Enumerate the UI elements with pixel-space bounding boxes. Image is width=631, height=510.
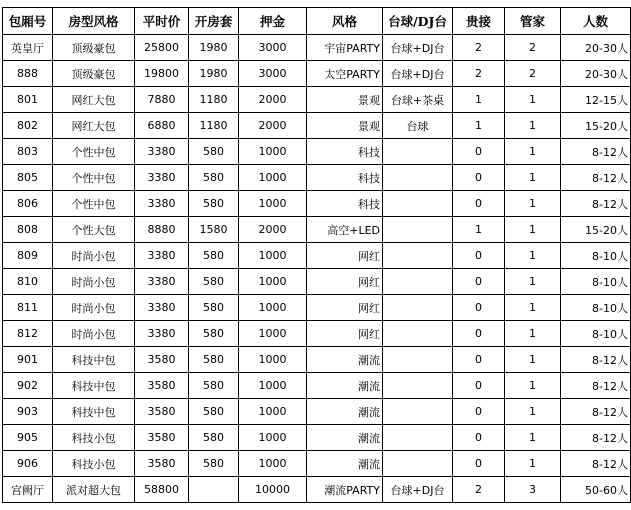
cell-deposit: 1000 bbox=[239, 373, 307, 399]
header-room-package: 开房套 bbox=[189, 8, 239, 35]
cell-billiards-dj: 台球+茶桌 bbox=[383, 87, 453, 113]
cell-room-no: 808 bbox=[3, 217, 53, 243]
cell-room-no: 811 bbox=[3, 295, 53, 321]
table-row bbox=[3, 477, 631, 503]
cell-billiards-dj bbox=[383, 347, 453, 373]
cell-room-package: 580 bbox=[189, 165, 239, 191]
cell-regular-price: 3380 bbox=[135, 295, 189, 321]
header-room-type: 房型风格 bbox=[53, 8, 135, 35]
cell-room-type: 顶级豪包 bbox=[53, 61, 135, 87]
cell-room-no: 906 bbox=[3, 451, 53, 477]
table-row bbox=[3, 217, 631, 243]
cell-style: 景观 bbox=[307, 113, 383, 139]
cell-vip-reception: 0 bbox=[453, 347, 505, 373]
cell-room-package: 580 bbox=[189, 373, 239, 399]
cell-room-package: 580 bbox=[189, 347, 239, 373]
cell-style: 潮流PARTY bbox=[307, 477, 383, 503]
cell-regular-price: 3580 bbox=[135, 425, 189, 451]
cell-capacity: 50-60人 bbox=[561, 477, 631, 503]
cell-regular-price: 3380 bbox=[135, 321, 189, 347]
cell-room-package: 1180 bbox=[189, 113, 239, 139]
cell-regular-price: 3580 bbox=[135, 373, 189, 399]
cell-capacity: 8-10人 bbox=[561, 295, 631, 321]
cell-capacity: 8-10人 bbox=[561, 269, 631, 295]
cell-style: 宇宙PARTY bbox=[307, 35, 383, 61]
cell-butler: 1 bbox=[505, 347, 561, 373]
cell-capacity: 8-12人 bbox=[561, 399, 631, 425]
cell-deposit: 1000 bbox=[239, 451, 307, 477]
cell-room-no: 810 bbox=[3, 269, 53, 295]
cell-room-type: 时尚小包 bbox=[53, 269, 135, 295]
cell-deposit: 1000 bbox=[239, 425, 307, 451]
cell-billiards-dj bbox=[383, 321, 453, 347]
cell-vip-reception: 0 bbox=[453, 243, 505, 269]
cell-butler: 1 bbox=[505, 451, 561, 477]
cell-capacity: 8-10人 bbox=[561, 321, 631, 347]
cell-billiards-dj bbox=[383, 217, 453, 243]
cell-capacity: 8-10人 bbox=[561, 243, 631, 269]
cell-deposit: 1000 bbox=[239, 295, 307, 321]
cell-room-package: 1980 bbox=[189, 61, 239, 87]
cell-billiards-dj bbox=[383, 139, 453, 165]
cell-style: 潮流 bbox=[307, 373, 383, 399]
cell-room-type: 网红大包 bbox=[53, 113, 135, 139]
cell-room-no: 英皇厅 bbox=[3, 35, 53, 61]
cell-room-package: 580 bbox=[189, 295, 239, 321]
cell-room-package: 580 bbox=[189, 399, 239, 425]
cell-regular-price: 3580 bbox=[135, 451, 189, 477]
cell-vip-reception: 2 bbox=[453, 61, 505, 87]
cell-billiards-dj bbox=[383, 425, 453, 451]
cell-regular-price: 3580 bbox=[135, 347, 189, 373]
cell-room-no: 802 bbox=[3, 113, 53, 139]
cell-room-type: 科技中包 bbox=[53, 373, 135, 399]
cell-deposit: 2000 bbox=[239, 217, 307, 243]
cell-vip-reception: 0 bbox=[453, 373, 505, 399]
cell-room-type: 个性中包 bbox=[53, 165, 135, 191]
table-row bbox=[3, 269, 631, 295]
cell-room-type: 科技小包 bbox=[53, 451, 135, 477]
header-room-no: 包厢号 bbox=[3, 8, 53, 35]
table-row bbox=[3, 165, 631, 191]
table-row bbox=[3, 373, 631, 399]
header-capacity: 人数 bbox=[561, 8, 631, 35]
cell-vip-reception: 1 bbox=[453, 113, 505, 139]
cell-vip-reception: 0 bbox=[453, 191, 505, 217]
cell-room-no: 812 bbox=[3, 321, 53, 347]
cell-room-package: 580 bbox=[189, 139, 239, 165]
cell-regular-price: 8880 bbox=[135, 217, 189, 243]
cell-butler: 1 bbox=[505, 87, 561, 113]
cell-deposit: 1000 bbox=[239, 191, 307, 217]
header-butler: 管家 bbox=[505, 8, 561, 35]
cell-room-no: 888 bbox=[3, 61, 53, 87]
table-row bbox=[3, 191, 631, 217]
cell-room-type: 派对超大包 bbox=[53, 477, 135, 503]
cell-regular-price: 3380 bbox=[135, 165, 189, 191]
header-vip-reception: 贵接 bbox=[453, 8, 505, 35]
header-billiards-dj: 台球/DJ台 bbox=[383, 8, 453, 35]
cell-vip-reception: 0 bbox=[453, 269, 505, 295]
cell-capacity: 20-30人 bbox=[561, 61, 631, 87]
cell-style: 潮流 bbox=[307, 451, 383, 477]
cell-room-no: 903 bbox=[3, 399, 53, 425]
cell-regular-price: 6880 bbox=[135, 113, 189, 139]
cell-style: 太空PARTY bbox=[307, 61, 383, 87]
cell-room-type: 科技中包 bbox=[53, 347, 135, 373]
cell-billiards-dj bbox=[383, 399, 453, 425]
cell-room-package: 580 bbox=[189, 321, 239, 347]
cell-room-no: 806 bbox=[3, 191, 53, 217]
cell-room-no: 901 bbox=[3, 347, 53, 373]
cell-style: 网红 bbox=[307, 269, 383, 295]
sheet-top-margin bbox=[0, 0, 631, 7]
cell-capacity: 8-12人 bbox=[561, 425, 631, 451]
cell-capacity: 15-20人 bbox=[561, 217, 631, 243]
cell-vip-reception: 2 bbox=[453, 477, 505, 503]
cell-room-no: 902 bbox=[3, 373, 53, 399]
cell-billiards-dj: 台球+DJ台 bbox=[383, 35, 453, 61]
cell-deposit: 1000 bbox=[239, 399, 307, 425]
cell-style: 高空+LED bbox=[307, 217, 383, 243]
cell-regular-price: 3380 bbox=[135, 269, 189, 295]
cell-deposit: 3000 bbox=[239, 61, 307, 87]
cell-billiards-dj bbox=[383, 451, 453, 477]
cell-butler: 1 bbox=[505, 425, 561, 451]
cell-butler: 1 bbox=[505, 321, 561, 347]
cell-capacity: 8-12人 bbox=[561, 451, 631, 477]
cell-deposit: 1000 bbox=[239, 347, 307, 373]
cell-room-no: 801 bbox=[3, 87, 53, 113]
cell-billiards-dj: 台球+DJ台 bbox=[383, 477, 453, 503]
cell-room-type: 顶级豪包 bbox=[53, 35, 135, 61]
cell-deposit: 1000 bbox=[239, 269, 307, 295]
cell-capacity: 20-30人 bbox=[561, 35, 631, 61]
table-row bbox=[3, 425, 631, 451]
cell-vip-reception: 0 bbox=[453, 399, 505, 425]
cell-style: 网红 bbox=[307, 295, 383, 321]
cell-room-no: 宫阙厅 bbox=[3, 477, 53, 503]
table-row bbox=[3, 243, 631, 269]
cell-capacity: 8-12人 bbox=[561, 191, 631, 217]
cell-regular-price: 58800 bbox=[135, 477, 189, 503]
cell-regular-price: 3580 bbox=[135, 399, 189, 425]
cell-billiards-dj bbox=[383, 165, 453, 191]
cell-deposit: 2000 bbox=[239, 87, 307, 113]
cell-butler: 1 bbox=[505, 269, 561, 295]
cell-butler: 1 bbox=[505, 373, 561, 399]
cell-style: 潮流 bbox=[307, 399, 383, 425]
cell-billiards-dj bbox=[383, 191, 453, 217]
table-row bbox=[3, 113, 631, 139]
cell-room-package: 1980 bbox=[189, 35, 239, 61]
cell-room-no: 905 bbox=[3, 425, 53, 451]
cell-vip-reception: 0 bbox=[453, 139, 505, 165]
cell-capacity: 8-12人 bbox=[561, 139, 631, 165]
cell-billiards-dj bbox=[383, 373, 453, 399]
cell-style: 科技 bbox=[307, 191, 383, 217]
cell-capacity: 12-15人 bbox=[561, 87, 631, 113]
cell-room-type: 个性大包 bbox=[53, 217, 135, 243]
cell-room-type: 时尚小包 bbox=[53, 321, 135, 347]
cell-style: 网红 bbox=[307, 321, 383, 347]
cell-style: 网红 bbox=[307, 243, 383, 269]
cell-style: 潮流 bbox=[307, 347, 383, 373]
cell-room-package: 580 bbox=[189, 451, 239, 477]
room-price-table bbox=[2, 7, 631, 503]
cell-style: 景观 bbox=[307, 87, 383, 113]
cell-butler: 1 bbox=[505, 243, 561, 269]
table-row bbox=[3, 347, 631, 373]
cell-butler: 2 bbox=[505, 61, 561, 87]
cell-regular-price: 19800 bbox=[135, 61, 189, 87]
cell-billiards-dj bbox=[383, 243, 453, 269]
header-row bbox=[3, 8, 631, 35]
cell-room-package bbox=[189, 477, 239, 503]
table-row bbox=[3, 35, 631, 61]
cell-vip-reception: 0 bbox=[453, 451, 505, 477]
cell-regular-price: 3380 bbox=[135, 139, 189, 165]
cell-butler: 3 bbox=[505, 477, 561, 503]
cell-vip-reception: 0 bbox=[453, 295, 505, 321]
cell-deposit: 3000 bbox=[239, 35, 307, 61]
table-row bbox=[3, 61, 631, 87]
cell-butler: 1 bbox=[505, 399, 561, 425]
cell-vip-reception: 1 bbox=[453, 87, 505, 113]
cell-butler: 1 bbox=[505, 191, 561, 217]
table-row bbox=[3, 399, 631, 425]
cell-regular-price: 3380 bbox=[135, 243, 189, 269]
cell-billiards-dj bbox=[383, 269, 453, 295]
cell-billiards-dj bbox=[383, 295, 453, 321]
cell-vip-reception: 2 bbox=[453, 35, 505, 61]
cell-deposit: 1000 bbox=[239, 321, 307, 347]
cell-room-no: 809 bbox=[3, 243, 53, 269]
cell-deposit: 1000 bbox=[239, 139, 307, 165]
header-deposit: 押金 bbox=[239, 8, 307, 35]
cell-butler: 1 bbox=[505, 113, 561, 139]
cell-capacity: 8-12人 bbox=[561, 347, 631, 373]
cell-style: 科技 bbox=[307, 165, 383, 191]
cell-room-no: 805 bbox=[3, 165, 53, 191]
cell-room-type: 科技小包 bbox=[53, 425, 135, 451]
cell-butler: 1 bbox=[505, 139, 561, 165]
cell-style: 潮流 bbox=[307, 425, 383, 451]
cell-room-type: 科技中包 bbox=[53, 399, 135, 425]
cell-room-package: 580 bbox=[189, 243, 239, 269]
table-body bbox=[3, 35, 631, 503]
table-row bbox=[3, 295, 631, 321]
table-row bbox=[3, 321, 631, 347]
cell-regular-price: 3380 bbox=[135, 191, 189, 217]
cell-room-package: 1180 bbox=[189, 87, 239, 113]
cell-room-type: 时尚小包 bbox=[53, 243, 135, 269]
cell-room-package: 1580 bbox=[189, 217, 239, 243]
cell-style: 科技 bbox=[307, 139, 383, 165]
cell-room-type: 时尚小包 bbox=[53, 295, 135, 321]
cell-capacity: 8-12人 bbox=[561, 373, 631, 399]
cell-butler: 1 bbox=[505, 295, 561, 321]
table-row bbox=[3, 139, 631, 165]
cell-deposit: 1000 bbox=[239, 165, 307, 191]
cell-room-type: 个性中包 bbox=[53, 191, 135, 217]
table-row bbox=[3, 451, 631, 477]
cell-deposit: 2000 bbox=[239, 113, 307, 139]
cell-billiards-dj: 台球+DJ台 bbox=[383, 61, 453, 87]
cell-regular-price: 25800 bbox=[135, 35, 189, 61]
cell-butler: 1 bbox=[505, 165, 561, 191]
table-row bbox=[3, 87, 631, 113]
cell-butler: 2 bbox=[505, 35, 561, 61]
cell-room-package: 580 bbox=[189, 269, 239, 295]
cell-room-package: 580 bbox=[189, 191, 239, 217]
cell-room-package: 580 bbox=[189, 425, 239, 451]
cell-vip-reception: 0 bbox=[453, 425, 505, 451]
cell-billiards-dj: 台球 bbox=[383, 113, 453, 139]
cell-butler: 1 bbox=[505, 217, 561, 243]
cell-room-type: 个性中包 bbox=[53, 139, 135, 165]
cell-vip-reception: 0 bbox=[453, 165, 505, 191]
cell-deposit: 1000 bbox=[239, 243, 307, 269]
cell-vip-reception: 0 bbox=[453, 321, 505, 347]
cell-room-no: 803 bbox=[3, 139, 53, 165]
cell-capacity: 8-12人 bbox=[561, 165, 631, 191]
cell-deposit: 10000 bbox=[239, 477, 307, 503]
cell-room-type: 网红大包 bbox=[53, 87, 135, 113]
cell-regular-price: 7880 bbox=[135, 87, 189, 113]
header-style: 风格 bbox=[307, 8, 383, 35]
cell-vip-reception: 1 bbox=[453, 217, 505, 243]
header-regular-price: 平时价 bbox=[135, 8, 189, 35]
cell-capacity: 15-20人 bbox=[561, 113, 631, 139]
